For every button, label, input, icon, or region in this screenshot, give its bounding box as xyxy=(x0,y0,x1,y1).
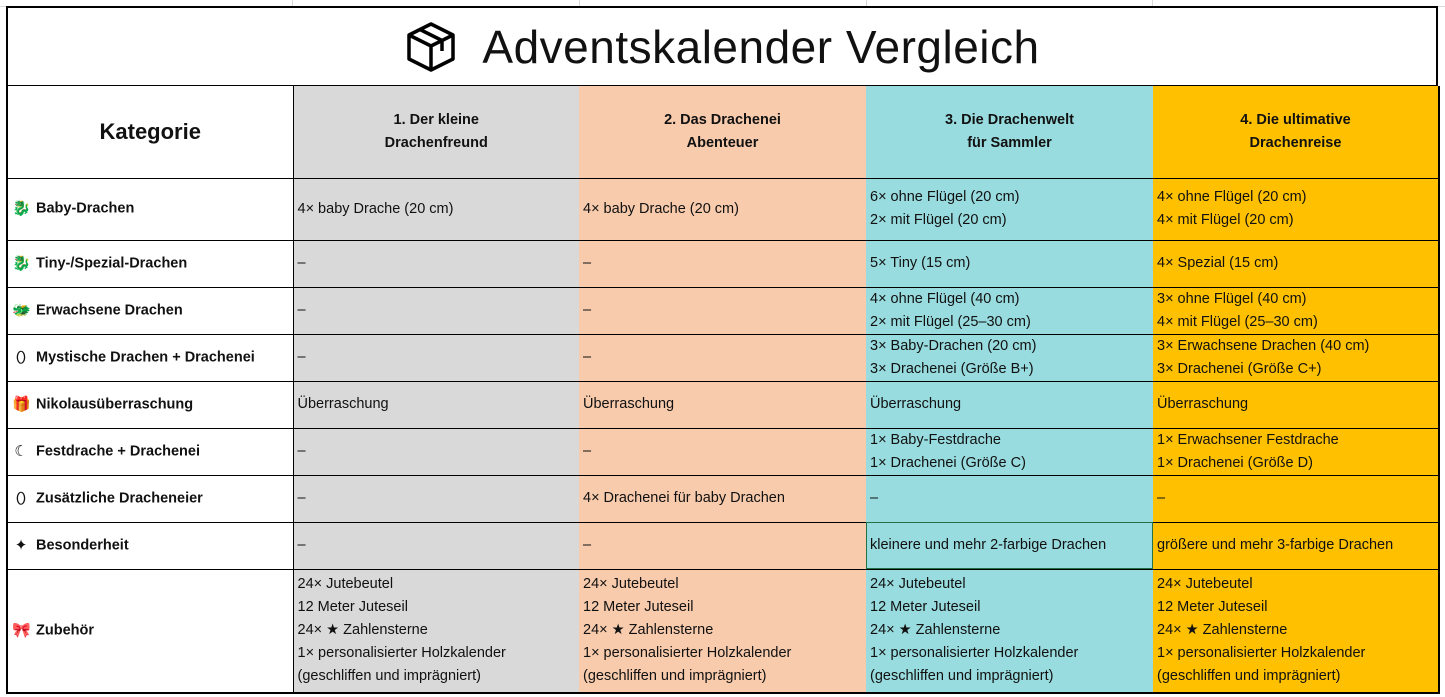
egg-icon: ⬯ xyxy=(16,348,26,366)
value-cell[interactable] xyxy=(1153,178,1439,240)
value-cell[interactable] xyxy=(866,240,1153,287)
cell-text: 24× Jutebeutel 12 Meter Juteseil 24× ★ Zahlensterne 1× personalisierter Holzkalender (geschliffen und imprägniert) xyxy=(297,576,506,685)
category-cell[interactable] xyxy=(7,569,293,693)
category-label: Mystische Drachen + Drachenei xyxy=(36,349,255,366)
gift-icon: 🎁 xyxy=(12,395,31,413)
cell-text: – xyxy=(297,302,306,318)
category-label: Festdrache + Drachenei xyxy=(36,443,201,460)
sparkles-icon: ✦ xyxy=(14,536,28,554)
cell-text: – xyxy=(1157,490,1166,506)
cell-text: – xyxy=(297,490,306,506)
cell-text: 3× Erwachsene Drachen (40 cm) 3× Drachenei (Größe C+) xyxy=(1157,337,1370,377)
table-row xyxy=(7,522,1439,569)
table-row xyxy=(7,178,1439,240)
value-cell[interactable] xyxy=(293,569,579,693)
cell-text: – xyxy=(870,490,879,506)
cell-text: Überraschung xyxy=(297,396,389,412)
category-label: Zubehör xyxy=(36,622,94,639)
cell-text: 24× Jutebeutel 12 Meter Juteseil 24× ★ Zahlensterne 1× personalisierter Holzkalender (geschliffen und imprägniert) xyxy=(1157,576,1366,685)
value-cell[interactable] xyxy=(579,475,866,522)
cell-text: 1× Erwachsener Festdrache 1× Drachenei (Größe D) xyxy=(1157,431,1339,471)
category-cell[interactable] xyxy=(7,428,293,475)
table-row xyxy=(7,240,1439,287)
cell-text: 24× Jutebeutel 12 Meter Juteseil 24× ★ Zahlensterne 1× personalisierter Holzkalender (geschliffen und imprägniert) xyxy=(870,576,1079,685)
value-cell[interactable] xyxy=(1153,381,1439,428)
cell-text: 4× baby Drache (20 cm) xyxy=(583,200,739,217)
value-cell[interactable] xyxy=(293,240,579,287)
value-cell[interactable] xyxy=(293,178,579,240)
category-label: Nikolausüberraschung xyxy=(36,396,194,413)
cell-text: 5× Tiny (15 cm) xyxy=(870,255,971,271)
value-cell[interactable] xyxy=(579,287,866,334)
value-cell[interactable] xyxy=(1153,522,1439,569)
cell-text: Überraschung xyxy=(870,396,962,412)
table-row xyxy=(7,334,1439,381)
value-cell[interactable] xyxy=(866,381,1153,428)
category-label: Tiny-/Spezial-Drachen xyxy=(36,255,188,272)
cell-text: größere und mehr 3-farbige Drachen xyxy=(1157,537,1394,553)
category-label: Besonderheit xyxy=(36,537,129,554)
value-cell[interactable] xyxy=(866,475,1153,522)
title-row[interactable] xyxy=(6,6,1438,86)
category-cell[interactable] xyxy=(7,334,293,381)
baby-dragon-icon: 🐉 xyxy=(12,200,31,218)
package-icon xyxy=(404,20,458,74)
value-cell[interactable] xyxy=(1153,240,1439,287)
value-cell[interactable] xyxy=(866,522,1153,569)
value-cell[interactable] xyxy=(866,334,1153,381)
table-row xyxy=(7,428,1439,475)
category-cell[interactable] xyxy=(7,522,293,569)
category-cell[interactable] xyxy=(7,287,293,334)
category-cell[interactable] xyxy=(7,381,293,428)
category-header[interactable]: Kategorie xyxy=(7,86,293,178)
cell-text: – xyxy=(583,537,592,553)
moon-icon: ☾ xyxy=(14,442,28,460)
value-cell[interactable] xyxy=(579,240,866,287)
cell-text: – xyxy=(583,349,592,365)
table-row xyxy=(7,381,1439,428)
category-cell[interactable] xyxy=(7,178,293,240)
cell-text: kleinere und mehr 2-farbige Drachen xyxy=(870,537,1107,553)
comparison-table xyxy=(6,86,1440,694)
value-cell[interactable] xyxy=(579,428,866,475)
adult-dragon-icon: 🐲 xyxy=(12,301,31,319)
value-cell[interactable] xyxy=(579,569,866,693)
cell-text: 4× Spezial (15 cm) xyxy=(1157,255,1279,271)
product-header-1[interactable]: 1. Der kleine Drachenfreund xyxy=(293,86,579,178)
product-header-2[interactable]: 2. Das Drachenei Abenteuer xyxy=(579,86,866,178)
cell-text: 4× baby Drache (20 cm) xyxy=(297,200,454,217)
category-cell[interactable] xyxy=(7,240,293,287)
cell-text: 6× ohne Flügel (20 cm) 2× mit Flügel (20 cm) xyxy=(870,189,1020,228)
table-row xyxy=(7,287,1439,334)
cell-text: – xyxy=(297,537,306,553)
cell-text: – xyxy=(297,349,306,365)
product-header-4[interactable]: 4. Die ultimative Drachenreise xyxy=(1153,86,1439,178)
value-cell[interactable] xyxy=(293,428,579,475)
value-cell[interactable] xyxy=(293,287,579,334)
category-label: Baby-Drachen xyxy=(36,200,135,217)
value-cell[interactable] xyxy=(1153,475,1439,522)
cell-text: 3× ohne Flügel (40 cm) 4× mit Flügel (25–30 cm) xyxy=(1157,290,1318,330)
header-row xyxy=(7,86,1439,178)
value-cell[interactable] xyxy=(293,475,579,522)
cell-text: – xyxy=(583,443,592,459)
value-cell[interactable] xyxy=(1153,569,1439,693)
cell-text: – xyxy=(297,443,306,459)
value-cell[interactable] xyxy=(1153,334,1439,381)
cell-text: 1× Baby-Festdrache 1× Drachenei (Größe C) xyxy=(870,431,1026,471)
value-cell[interactable] xyxy=(579,178,866,240)
value-cell[interactable] xyxy=(293,381,579,428)
value-cell[interactable] xyxy=(866,428,1153,475)
page-title: Adventskalender Vergleich xyxy=(482,20,1040,73)
value-cell[interactable] xyxy=(579,334,866,381)
value-cell[interactable] xyxy=(293,334,579,381)
dragon-icon: 🐉 xyxy=(12,254,31,272)
cell-text: Überraschung xyxy=(1157,396,1249,412)
cell-text: 3× Baby-Drachen (20 cm) 3× Drachenei (Größe B+) xyxy=(870,337,1037,377)
value-cell[interactable] xyxy=(579,522,866,569)
value-cell[interactable] xyxy=(866,178,1153,240)
cell-text: – xyxy=(583,302,592,318)
category-label: Erwachsene Drachen xyxy=(36,302,183,319)
value-cell[interactable] xyxy=(866,287,1153,334)
egg-icon: ⬯ xyxy=(16,489,26,507)
cell-text: – xyxy=(583,255,592,271)
value-cell[interactable] xyxy=(293,522,579,569)
category-cell[interactable] xyxy=(7,475,293,522)
cell-text: 4× ohne Flügel (20 cm) 4× mit Flügel (20 cm) xyxy=(1157,189,1307,228)
cell-text: 24× Jutebeutel 12 Meter Juteseil 24× ★ Zahlensterne 1× personalisierter Holzkalender (geschliffen und imprägniert) xyxy=(583,576,792,685)
value-cell[interactable] xyxy=(866,569,1153,693)
cell-text: – xyxy=(297,255,306,271)
value-cell[interactable] xyxy=(1153,428,1439,475)
cell-text: Überraschung xyxy=(583,396,675,412)
cell-text: 4× ohne Flügel (40 cm) 2× mit Flügel (25–30 cm) xyxy=(870,290,1031,330)
category-label: Zusätzliche Dracheneier xyxy=(36,490,203,507)
value-cell[interactable] xyxy=(579,381,866,428)
table-row xyxy=(7,569,1439,693)
table-row xyxy=(7,475,1439,522)
product-header-3[interactable]: 3. Die Drachenwelt für Sammler xyxy=(866,86,1153,178)
value-cell[interactable] xyxy=(1153,287,1439,334)
ribbon-icon: 🎀 xyxy=(12,622,31,640)
cell-text: 4× Drachenei für baby Drachen xyxy=(583,490,785,506)
